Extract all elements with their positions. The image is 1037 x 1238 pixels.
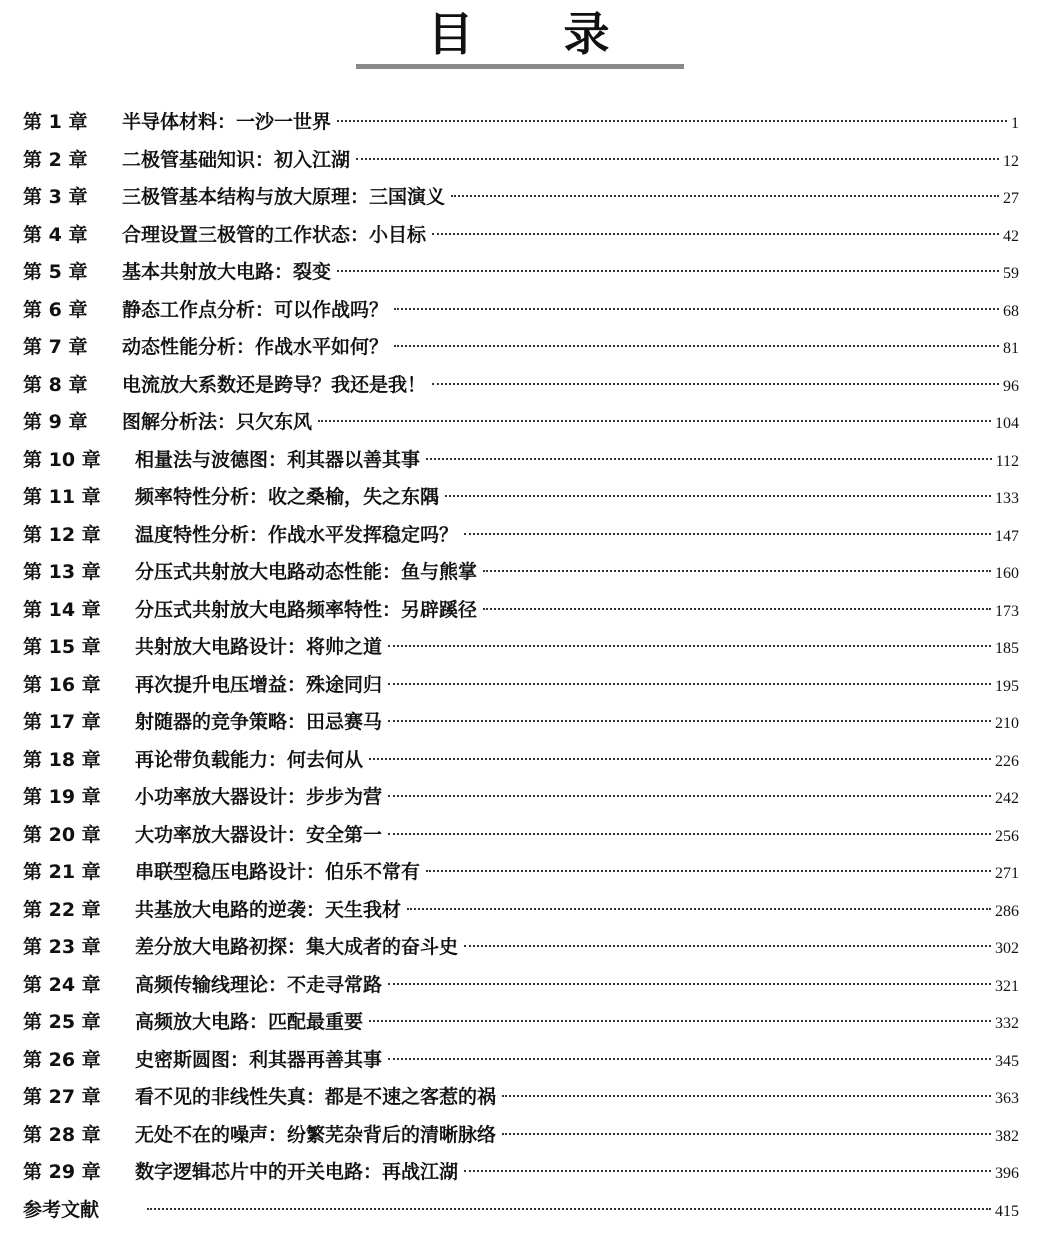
toc-entry[interactable] bbox=[23, 367, 1019, 405]
chapter-title: 再次提升电压增益：殊途同归 bbox=[135, 673, 383, 696]
chapter-title: 图解分析法：只欠东风 bbox=[122, 411, 313, 433]
chapter-title: 合理设置三极管的工作状态：小目标 bbox=[122, 223, 427, 246]
page-number: 68 bbox=[1003, 302, 1019, 320]
chapter-title: 分压式共射放大电路频率特性：另辟蹊径 bbox=[135, 598, 478, 621]
chapter-number: 第 18 章 bbox=[23, 748, 101, 771]
dot-leader bbox=[464, 1170, 991, 1172]
chapter-number: 第 16 章 bbox=[23, 673, 101, 696]
chapter-title: 分压式共射放大电路动态性能：鱼与熊掌 bbox=[135, 561, 478, 583]
chapter-number: 第 27 章 bbox=[23, 1086, 101, 1108]
chapter-number: 第 17 章 bbox=[23, 711, 101, 733]
chapter-number: 第 21 章 bbox=[23, 861, 101, 883]
chapter-title: 共基放大电路的逆袭：天生我材 bbox=[135, 898, 402, 921]
dot-leader bbox=[502, 1095, 991, 1097]
page-number: 59 bbox=[1003, 265, 1019, 282]
page-number: 147 bbox=[995, 527, 1019, 545]
chapter-title: 小功率放大器设计：步步为营 bbox=[135, 786, 383, 808]
chapter-number: 第 12 章 bbox=[23, 523, 101, 546]
dot-leader bbox=[464, 945, 991, 947]
page-number: 345 bbox=[995, 1052, 1019, 1070]
chapter-number: 第 29 章 bbox=[23, 1161, 101, 1183]
toc-entry[interactable] bbox=[23, 479, 1019, 517]
page-number: 104 bbox=[995, 415, 1019, 432]
toc-entry[interactable] bbox=[23, 179, 1019, 217]
chapter-number: 第 26 章 bbox=[23, 1048, 101, 1071]
dot-leader bbox=[388, 833, 991, 835]
toc-entry[interactable] bbox=[23, 217, 1019, 255]
page-number: 396 bbox=[995, 1165, 1019, 1182]
chapter-title: 射随器的竞争策略：田忌赛马 bbox=[135, 711, 383, 733]
page-number: 286 bbox=[995, 902, 1019, 920]
toc-entry[interactable] bbox=[23, 442, 1019, 480]
chapter-number: 第 2 章 bbox=[23, 148, 88, 171]
dot-leader bbox=[394, 345, 999, 347]
toc-entry[interactable] bbox=[23, 967, 1019, 1005]
chapter-title: 静态工作点分析：可以作战吗？ bbox=[122, 298, 389, 321]
chapter-number: 第 25 章 bbox=[23, 1011, 101, 1033]
page-number: 112 bbox=[995, 452, 1019, 470]
dot-leader bbox=[483, 608, 991, 610]
dot-leader bbox=[451, 195, 999, 197]
chapter-title: 数字逻辑芯片中的开关电路：再战江湖 bbox=[135, 1161, 459, 1183]
dot-leader bbox=[337, 120, 1007, 122]
toc-entry[interactable] bbox=[23, 404, 1019, 442]
page-number: 302 bbox=[995, 940, 1019, 957]
table-of-contents bbox=[23, 104, 1019, 1229]
toc-entry[interactable] bbox=[23, 742, 1019, 780]
dot-leader bbox=[407, 908, 991, 910]
chapter-number: 第 1 章 bbox=[23, 111, 88, 133]
chapter-title: 基本共射放大电路：裂变 bbox=[122, 261, 332, 283]
toc-entry[interactable] bbox=[23, 329, 1019, 367]
page-number: 382 bbox=[995, 1127, 1019, 1145]
toc-entry[interactable] bbox=[23, 1042, 1019, 1080]
page-number: 133 bbox=[995, 490, 1019, 507]
toc-entry[interactable] bbox=[23, 254, 1019, 292]
chapter-title: 再论带负载能力：何去何从 bbox=[135, 748, 364, 771]
chapter-title: 三极管基本结构与放大原理：三国演义 bbox=[122, 186, 446, 208]
chapter-title: 温度特性分析：作战水平发挥稳定吗？ bbox=[135, 523, 459, 546]
dot-leader bbox=[432, 383, 999, 385]
dot-leader bbox=[432, 233, 999, 235]
chapter-number: 第 5 章 bbox=[23, 261, 88, 283]
chapter-number: 第 23 章 bbox=[23, 936, 101, 958]
page-number: 185 bbox=[995, 640, 1019, 657]
chapter-title: 高频传输线理论：不走寻常路 bbox=[135, 973, 383, 996]
toc-entry[interactable] bbox=[23, 817, 1019, 855]
chapter-title: 二极管基础知识：初入江湖 bbox=[122, 148, 351, 171]
chapter-number: 第 24 章 bbox=[23, 973, 101, 996]
toc-entry[interactable] bbox=[23, 929, 1019, 967]
page-number: 256 bbox=[995, 827, 1019, 845]
chapter-number: 第 4 章 bbox=[23, 223, 88, 246]
page-number: 415 bbox=[995, 1202, 1019, 1220]
dot-leader bbox=[445, 495, 991, 497]
toc-entry[interactable] bbox=[23, 1117, 1019, 1155]
page-number: 332 bbox=[995, 1015, 1019, 1032]
page-number: 363 bbox=[995, 1090, 1019, 1107]
dot-leader bbox=[464, 533, 991, 535]
dot-leader bbox=[483, 570, 991, 572]
toc-entry[interactable] bbox=[23, 554, 1019, 592]
chapter-title: 差分放大电路初探：集大成者的奋斗史 bbox=[135, 936, 459, 958]
chapter-number: 第 7 章 bbox=[23, 336, 88, 358]
page-title: 目录 bbox=[427, 7, 700, 61]
toc-entry[interactable] bbox=[23, 142, 1019, 180]
dot-leader bbox=[388, 795, 991, 797]
chapter-number: 第 9 章 bbox=[23, 411, 88, 433]
dot-leader bbox=[426, 458, 992, 460]
page-number: 42 bbox=[1003, 227, 1019, 245]
toc-entry[interactable] bbox=[23, 779, 1019, 817]
page-number: 160 bbox=[995, 565, 1019, 582]
page-number: 96 bbox=[1003, 377, 1019, 395]
dot-leader bbox=[388, 983, 991, 985]
toc-entry[interactable] bbox=[23, 704, 1019, 742]
chapter-title: 史密斯圆图：利其器再善其事 bbox=[135, 1048, 383, 1071]
page-number: 195 bbox=[995, 677, 1019, 695]
chapter-number: 第 3 章 bbox=[23, 186, 88, 208]
toc-entry[interactable] bbox=[23, 854, 1019, 892]
page-number: 210 bbox=[995, 715, 1019, 732]
dot-leader bbox=[147, 1208, 991, 1210]
page-number: 271 bbox=[995, 865, 1019, 882]
chapter-title: 相量法与波德图：利其器以善其事 bbox=[135, 448, 421, 471]
toc-entry[interactable] bbox=[23, 892, 1019, 930]
toc-entry[interactable] bbox=[23, 1079, 1019, 1117]
chapter-title: 电流放大系数还是跨导？我还是我！ bbox=[122, 373, 427, 396]
toc-entry[interactable] bbox=[23, 1004, 1019, 1042]
chapter-title: 高频放大电路：匹配最重要 bbox=[135, 1011, 364, 1033]
dot-leader bbox=[426, 870, 991, 872]
chapter-number: 第 14 章 bbox=[23, 598, 101, 621]
toc-entry[interactable] bbox=[23, 292, 1019, 330]
toc-entry-references[interactable] bbox=[23, 1192, 1019, 1230]
page-number: 27 bbox=[1003, 190, 1019, 207]
page-number: 12 bbox=[1003, 152, 1019, 170]
title-underline bbox=[356, 64, 684, 69]
dot-leader bbox=[388, 645, 991, 647]
chapter-number: 第 15 章 bbox=[23, 636, 101, 658]
chapter-title: 串联型稳压电路设计：伯乐不常有 bbox=[135, 861, 421, 883]
chapter-number: 第 8 章 bbox=[23, 373, 88, 396]
chapter-number: 第 11 章 bbox=[23, 486, 101, 508]
toc-entry[interactable] bbox=[23, 667, 1019, 705]
chapter-number: 第 22 章 bbox=[23, 898, 101, 921]
dot-leader bbox=[388, 1058, 991, 1060]
references-label: 参考文献 bbox=[23, 1198, 100, 1221]
chapter-number: 第 19 章 bbox=[23, 786, 101, 808]
dot-leader bbox=[394, 308, 999, 310]
chapter-title: 共射放大电路设计：将帅之道 bbox=[135, 636, 383, 658]
chapter-number: 第 28 章 bbox=[23, 1123, 101, 1146]
dot-leader bbox=[388, 720, 991, 722]
dot-leader bbox=[502, 1133, 991, 1135]
chapter-number: 第 20 章 bbox=[23, 823, 101, 846]
dot-leader bbox=[318, 420, 991, 422]
toc-entry[interactable] bbox=[23, 629, 1019, 667]
chapter-title: 看不见的非线性失真：都是不速之客惹的祸 bbox=[135, 1086, 497, 1108]
dot-leader bbox=[369, 758, 991, 760]
page-number: 242 bbox=[995, 790, 1019, 807]
toc-entry[interactable] bbox=[23, 1154, 1019, 1192]
page-number: 173 bbox=[995, 602, 1019, 620]
dot-leader bbox=[356, 158, 999, 160]
page-number: 81 bbox=[1003, 340, 1019, 357]
page-number: 226 bbox=[995, 752, 1019, 770]
chapter-number: 第 6 章 bbox=[23, 298, 88, 321]
chapter-title: 大功率放大器设计：安全第一 bbox=[135, 823, 383, 846]
dot-leader bbox=[369, 1020, 991, 1022]
page-number: 1 bbox=[1011, 115, 1019, 132]
chapter-title: 半导体材料：一沙一世界 bbox=[122, 111, 332, 133]
chapter-title: 无处不在的噪声：纷繁芜杂背后的清晰脉络 bbox=[135, 1123, 497, 1146]
page-number: 321 bbox=[995, 977, 1019, 995]
toc-entry[interactable] bbox=[23, 104, 1019, 142]
chapter-title: 动态性能分析：作战水平如何？ bbox=[122, 336, 389, 358]
dot-leader bbox=[337, 270, 999, 272]
chapter-number: 第 13 章 bbox=[23, 561, 101, 583]
chapter-number: 第 10 章 bbox=[23, 448, 101, 471]
chapter-title: 频率特性分析：收之桑榆，失之东隅 bbox=[135, 486, 440, 508]
dot-leader bbox=[388, 683, 991, 685]
toc-entry[interactable] bbox=[23, 517, 1019, 555]
toc-entry[interactable] bbox=[23, 592, 1019, 630]
